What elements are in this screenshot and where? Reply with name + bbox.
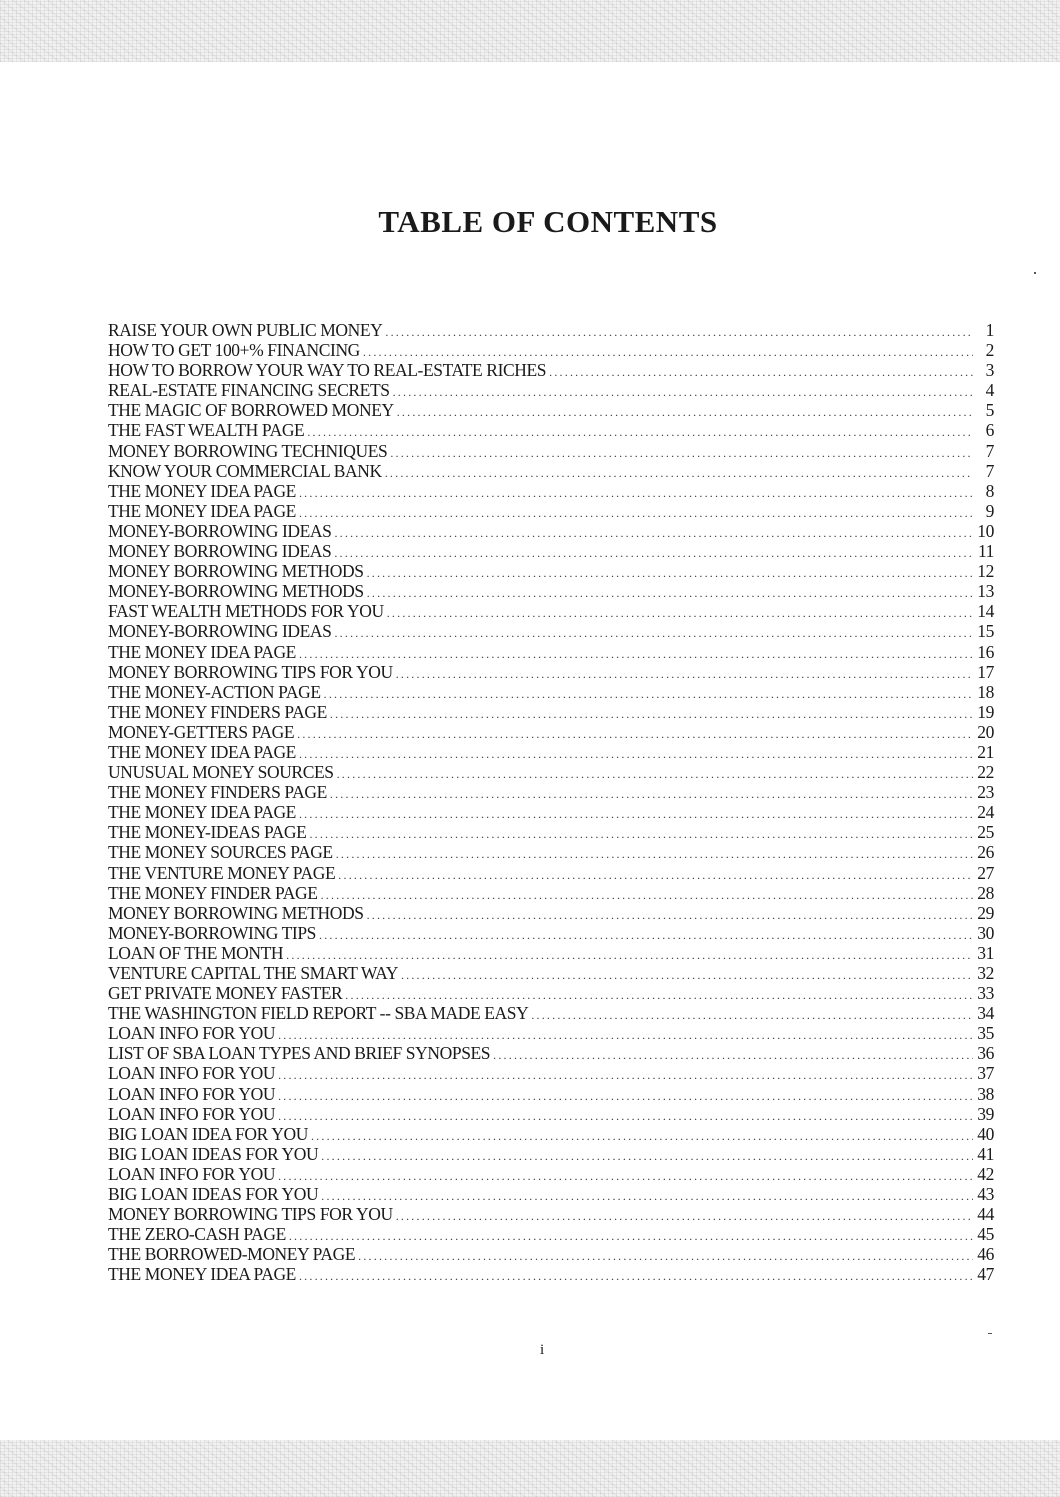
toc-entry xyxy=(108,1003,994,1023)
toc-entry-page: 36 xyxy=(977,1043,994,1064)
toc-entry-page: 25 xyxy=(977,822,994,843)
scan-speck xyxy=(1034,272,1036,274)
toc-entry-title: MONEY-BORROWING METHODS xyxy=(108,581,364,602)
toc-entry xyxy=(108,742,994,762)
dot-leader xyxy=(299,483,973,503)
toc-entry-title: LOAN OF THE MONTH xyxy=(108,942,284,963)
toc-entry-page: 37 xyxy=(977,1063,994,1084)
toc-entry xyxy=(108,943,994,963)
toc-entry-page: 9 xyxy=(985,500,994,521)
toc-entry-title: THE MONEY IDEA PAGE xyxy=(108,802,296,823)
toc-entry-title: THE MONEY IDEA PAGE xyxy=(108,741,296,762)
toc-entry-title: MONEY BORROWING IDEAS xyxy=(108,541,332,562)
dot-leader xyxy=(345,985,973,1005)
dot-leader xyxy=(387,603,973,623)
toc-entry-page: 41 xyxy=(977,1143,994,1164)
toc-entry xyxy=(108,1224,994,1244)
toc-entry-page: 15 xyxy=(977,621,994,642)
toc-entry-page: 11 xyxy=(977,541,994,562)
toc-entry-title: THE MONEY IDEA PAGE xyxy=(108,641,296,662)
toc-entry xyxy=(108,682,994,702)
toc-entry xyxy=(108,400,994,420)
dot-leader xyxy=(390,443,973,463)
toc-entry-title: LOAN INFO FOR YOU xyxy=(108,1063,276,1084)
dot-leader xyxy=(286,945,973,965)
dot-leader xyxy=(385,463,973,483)
toc-entry-page: 6 xyxy=(985,420,994,441)
toc-entry xyxy=(108,963,994,983)
dot-leader xyxy=(309,824,973,844)
dot-leader xyxy=(336,844,973,864)
toc-entry-page: 7 xyxy=(985,460,994,481)
toc-entry-page: 18 xyxy=(977,681,994,702)
toc-entry-page: 13 xyxy=(977,581,994,602)
toc-entry-page: 43 xyxy=(977,1184,994,1205)
dot-leader xyxy=(396,664,973,684)
dot-leader xyxy=(549,362,973,382)
toc-entry-title: BIG LOAN IDEAS FOR YOU xyxy=(108,1184,319,1205)
toc-entry-title: BIG LOAN IDEAS FOR YOU xyxy=(108,1143,319,1164)
table-of-contents xyxy=(108,320,994,1285)
toc-entry-page: 5 xyxy=(985,400,994,421)
toc-entry-title: THE ZERO-CASH PAGE xyxy=(108,1224,286,1245)
toc-entry-title: LOAN INFO FOR YOU xyxy=(108,1103,276,1124)
toc-entry-title: MONEY BORROWING METHODS xyxy=(108,902,364,923)
dot-leader xyxy=(278,1025,973,1045)
scan-noise-bottom xyxy=(0,1440,1060,1497)
toc-entry-title: FAST WEALTH METHODS FOR YOU xyxy=(108,601,384,622)
toc-entry-title: MONEY BORROWING TIPS FOR YOU xyxy=(108,661,393,682)
dot-leader xyxy=(278,1166,973,1186)
dot-leader xyxy=(367,583,973,603)
toc-entry-page: 24 xyxy=(977,802,994,823)
dot-leader xyxy=(393,382,973,402)
dot-leader xyxy=(278,1065,973,1085)
dot-leader xyxy=(493,1045,973,1065)
toc-entry-page: 26 xyxy=(977,842,994,863)
toc-entry-title: HOW TO BORROW YOUR WAY TO REAL-ESTATE RICHES xyxy=(108,360,547,381)
toc-entry-page: 14 xyxy=(977,601,994,622)
toc-entry-page: 34 xyxy=(977,1003,994,1024)
toc-entry-title: VENTURE CAPITAL THE SMART WAY xyxy=(108,963,398,983)
toc-entry-page: 45 xyxy=(977,1224,994,1245)
toc-entry xyxy=(108,923,994,943)
scan-noise-top xyxy=(0,0,1060,62)
toc-entry xyxy=(108,1104,994,1124)
dot-leader xyxy=(299,644,973,664)
toc-entry xyxy=(108,722,994,742)
toc-entry-page: 20 xyxy=(977,721,994,742)
toc-entry-page: 38 xyxy=(977,1083,994,1104)
toc-entry-title: THE MONEY FINDERS PAGE xyxy=(108,701,327,722)
toc-entry-title: MONEY-BORROWING TIPS xyxy=(108,922,317,943)
dot-leader xyxy=(396,1206,973,1226)
toc-entry-title: THE MONEY FINDER PAGE xyxy=(108,882,318,903)
toc-entry xyxy=(108,1264,994,1284)
toc-entry-page: 40 xyxy=(977,1123,994,1144)
toc-entry xyxy=(108,581,994,601)
toc-entry-page: 22 xyxy=(977,762,994,783)
toc-entry-title: GET PRIVATE MONEY FASTER xyxy=(108,983,343,1004)
scan-speck xyxy=(988,1333,992,1334)
dot-leader xyxy=(307,422,973,442)
toc-entry-title: THE MAGIC OF BORROWED MONEY xyxy=(108,400,394,421)
toc-entry xyxy=(108,983,994,1003)
toc-entry xyxy=(108,481,994,501)
toc-entry xyxy=(108,822,994,842)
toc-entry-title: THE MONEY FINDERS PAGE xyxy=(108,782,327,803)
dot-leader xyxy=(319,925,973,945)
dot-leader xyxy=(321,1146,973,1166)
toc-entry xyxy=(108,420,994,440)
toc-entry xyxy=(108,762,994,782)
toc-entry-page: 30 xyxy=(977,922,994,943)
dot-leader xyxy=(367,905,973,925)
toc-entry xyxy=(108,1043,994,1063)
toc-entry-page: 44 xyxy=(977,1204,994,1225)
dot-leader xyxy=(367,563,973,583)
toc-entry-title: MONEY-BORROWING IDEAS xyxy=(108,520,332,541)
toc-entry-page: 35 xyxy=(977,1023,994,1044)
toc-entry-title: THE MONEY-ACTION PAGE xyxy=(108,681,321,702)
toc-entry-page: 33 xyxy=(977,983,994,1004)
toc-entry-page: 2 xyxy=(985,340,994,361)
toc-entry xyxy=(108,802,994,822)
toc-entry-page: 23 xyxy=(977,782,994,803)
toc-entry-title: THE MONEY IDEA PAGE xyxy=(108,480,296,501)
toc-entry xyxy=(108,541,994,561)
page-title: TABLE OF CONTENTS xyxy=(378,204,718,239)
dot-leader xyxy=(397,402,973,422)
toc-entry xyxy=(108,782,994,802)
toc-entry-title: THE FAST WEALTH PAGE xyxy=(108,420,305,441)
toc-entry-page: 3 xyxy=(985,360,994,381)
toc-entry-page: 42 xyxy=(977,1163,994,1184)
toc-entry xyxy=(108,1244,994,1264)
dot-leader xyxy=(401,965,973,985)
dot-leader xyxy=(338,865,973,885)
toc-entry xyxy=(108,903,994,923)
dot-leader xyxy=(531,1005,973,1025)
toc-entry xyxy=(108,1063,994,1083)
dot-leader xyxy=(278,1086,973,1106)
dot-leader xyxy=(337,764,973,784)
toc-entry-title: UNUSUAL MONEY SOURCES xyxy=(108,762,334,783)
toc-entry xyxy=(108,1164,994,1184)
toc-entry xyxy=(108,1204,994,1224)
toc-entry-page: 17 xyxy=(977,661,994,682)
toc-entry-page: 31 xyxy=(977,942,994,963)
toc-entry xyxy=(108,461,994,481)
dot-leader xyxy=(299,744,973,764)
dot-leader xyxy=(297,724,973,744)
toc-entry-title: LOAN INFO FOR YOU xyxy=(108,1083,276,1104)
toc-entry-page: 29 xyxy=(977,902,994,923)
toc-entry-page: 8 xyxy=(985,480,994,501)
toc-entry-page: 47 xyxy=(977,1264,994,1285)
toc-entry xyxy=(108,380,994,400)
toc-entry xyxy=(108,561,994,581)
dot-leader xyxy=(321,1186,973,1206)
dot-leader xyxy=(330,784,973,804)
toc-entry xyxy=(108,842,994,862)
dot-leader xyxy=(334,523,973,543)
toc-entry-title: THE MONEY IDEA PAGE xyxy=(108,1264,296,1285)
toc-entry-title: REAL-ESTATE FINANCING SECRETS xyxy=(108,380,390,401)
toc-entry xyxy=(108,340,994,360)
toc-entry xyxy=(108,1184,994,1204)
toc-entry-title: THE MONEY-IDEAS PAGE xyxy=(108,822,307,843)
dot-leader xyxy=(289,1226,973,1246)
dot-leader xyxy=(324,684,973,704)
toc-entry-title: THE MONEY IDEA PAGE xyxy=(108,500,296,521)
dot-leader xyxy=(334,543,973,563)
dot-leader xyxy=(299,804,973,824)
toc-entry-title: THE VENTURE MONEY PAGE xyxy=(108,862,336,883)
toc-entry-page: 21 xyxy=(977,741,994,762)
toc-entry-page: 32 xyxy=(977,963,994,983)
toc-entry-title: MONEY-GETTERS PAGE xyxy=(108,721,295,742)
toc-entry xyxy=(108,621,994,641)
dot-leader xyxy=(299,1266,973,1286)
dot-leader xyxy=(385,322,973,342)
dot-leader xyxy=(321,885,973,905)
toc-entry-page: 12 xyxy=(977,561,994,582)
toc-entry xyxy=(108,601,994,621)
toc-entry-title: THE MONEY SOURCES PAGE xyxy=(108,842,333,863)
toc-entry xyxy=(108,501,994,521)
toc-entry-title: RAISE YOUR OWN PUBLIC MONEY xyxy=(108,320,383,340)
toc-entry-page: 39 xyxy=(977,1103,994,1124)
toc-entry xyxy=(108,441,994,461)
toc-entry-page: 16 xyxy=(977,641,994,662)
toc-entry-page: 4 xyxy=(985,380,994,401)
toc-entry xyxy=(108,1023,994,1043)
dot-leader xyxy=(334,623,973,643)
dot-leader xyxy=(330,704,973,724)
toc-entry-page: 19 xyxy=(977,701,994,722)
toc-entry-title: LIST OF SBA LOAN TYPES AND BRIEF SYNOPSES xyxy=(108,1043,491,1064)
toc-entry-title: LOAN INFO FOR YOU xyxy=(108,1023,276,1044)
dot-leader xyxy=(363,342,973,362)
toc-entry-title: MONEY BORROWING METHODS xyxy=(108,561,364,582)
toc-entry-page: 46 xyxy=(977,1244,994,1265)
toc-entry-page: 10 xyxy=(977,520,994,541)
toc-entry xyxy=(108,883,994,903)
toc-entry-title: MONEY BORROWING TECHNIQUES xyxy=(108,440,388,461)
toc-entry-title: KNOW YOUR COMMERCIAL BANK xyxy=(108,460,382,481)
toc-entry-title: THE BORROWED-MONEY PAGE xyxy=(108,1244,356,1265)
toc-entry xyxy=(108,662,994,682)
toc-entry xyxy=(108,1144,994,1164)
toc-entry-title: THE WASHINGTON FIELD REPORT -- SBA MADE EASY xyxy=(108,1003,529,1024)
toc-entry xyxy=(108,360,994,380)
dot-leader xyxy=(299,503,973,523)
toc-entry-page: 7 xyxy=(985,440,994,461)
dot-leader xyxy=(278,1106,973,1126)
dot-leader xyxy=(358,1246,973,1266)
toc-entry xyxy=(108,642,994,662)
toc-entry-title: LOAN INFO FOR YOU xyxy=(108,1163,276,1184)
toc-entry-page: 27 xyxy=(977,862,994,883)
toc-entry xyxy=(108,320,994,340)
toc-entry-page: 1 xyxy=(985,320,994,340)
toc-entry-title: HOW TO GET 100+% FINANCING xyxy=(108,340,360,361)
toc-entry xyxy=(108,863,994,883)
toc-entry xyxy=(108,1124,994,1144)
toc-entry-page: 28 xyxy=(977,882,994,903)
toc-entry xyxy=(108,1084,994,1104)
dot-leader xyxy=(311,1126,973,1146)
toc-entry xyxy=(108,702,994,722)
toc-entry-title: BIG LOAN IDEA FOR YOU xyxy=(108,1123,308,1144)
page-number: i xyxy=(540,1342,545,1358)
toc-entry-title: MONEY BORROWING TIPS FOR YOU xyxy=(108,1204,393,1225)
toc-entry-title: MONEY-BORROWING IDEAS xyxy=(108,621,332,642)
toc-entry xyxy=(108,521,994,541)
